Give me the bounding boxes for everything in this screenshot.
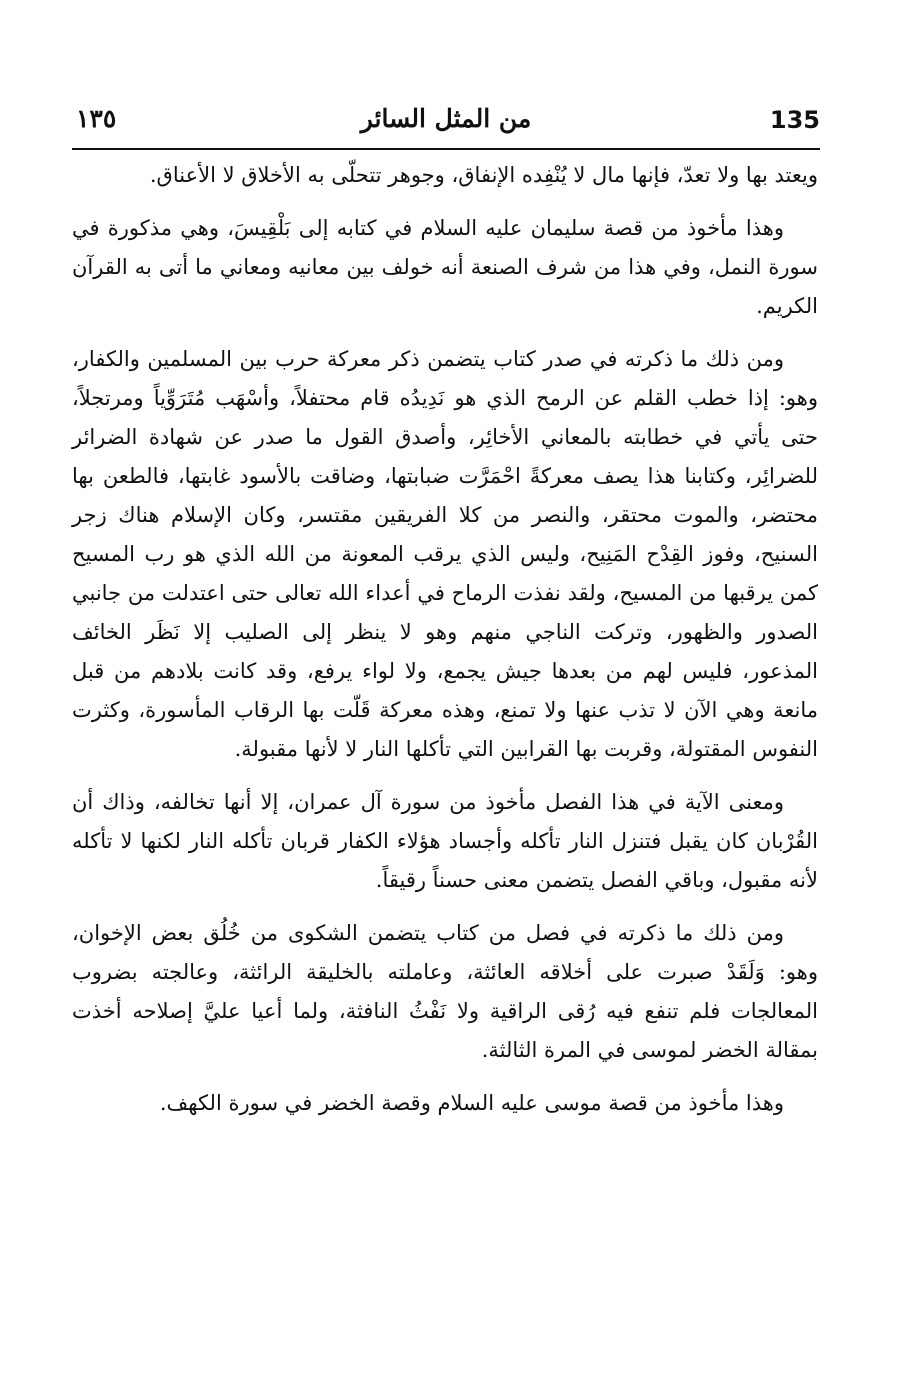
- paragraph: ومن ذلك ما ذكرته في صدر كتاب يتضمن ذكر معركة حرب بين المسلمين والكفار، وهو: إذا خطب القلم عن الرمح الذي هو نَدِيدُه قام محتفلاً، وأسْهَب مُتَرَوِّياً ومرتجلاً، حتى يأتي في خطابته بالمعاني الأخائِر، وأصدق القول ما صدر عن شهادة الضرائر للضرائِر، وكتابنا هذا يصف معركةً احْمَرَّت ضبابتها، وضاقت بالأسود غابتها، فالطعن بها محتضر، والموت محتقر، والنصر من كلا الفريقين مقتسر، وكان الإسلام هناك زجر السنيح، وفوز القِدْح المَنِيح، وليس الذي يرقب المعونة من الله الذي هو رب المسيح كمن يرقبها من المسيح، ولقد نفذت الرماح في أعداء الله تعالى حتى اعتدلت من جانبي الصدور والظهور، وتركت الناجي منهم وهو لا ينظر إلى الصليب إلا نَظَر الخائف المذعور، فليس لهم من بعدها جيش يجمع، ولا لواء يرفع، وقد كانت بلادهم من قبل مانعة وهي الآن لا تذب عنها ولا تمنع، وهذه معركة قَلّت بها الرقاب المأسورة، وكثرت النفوس المقتولة، وقربت بها القرابين التي تأكلها النار لا لأنها مقبولة.: [72, 347, 818, 761]
- paragraph: ويعتد بها ولا تعدّ، فإنها مال لا يُنْفِده الإنفاق، وجوهر تتحلّى به الأخلاق لا الأعناق.: [149, 163, 818, 187]
- page-number-arabic: ١٣٥: [76, 104, 117, 133]
- paragraph: وهذا مأخوذ من قصة موسى عليه السلام وقصة الخضر في سورة الكهف.: [159, 1091, 784, 1115]
- header-divider: [72, 148, 820, 150]
- running-title: من المثل السائر: [360, 104, 532, 133]
- paragraph: ومعنى الآية في هذا الفصل مأخوذ من سورة آل عمران، إلا أنها تخالفه، وذاك أن القُرْبان كان يقبل فتنزل النار تأكله وأجساد هؤلاء الكفار قربان تأكله النار لكنها لا تأكله لأنه مقبول، وباقي الفصل يتضمن معنى حسناً رقيقاً.: [72, 790, 818, 892]
- page-header: [72, 100, 820, 144]
- paragraph: وهذا مأخوذ من قصة سليمان عليه السلام في كتابه إلى بَلْقِيسَ، وهي مذكورة في سورة النمل، وفي هذا من شرف الصنعة أنه خولف بين معانيه ومعاني ما أتى به القرآن الكريم.: [72, 216, 818, 318]
- paragraph: ومن ذلك ما ذكرته في فصل من كتاب يتضمن الشكوى من خُلُق بعض الإخوان، وهو: وَلَقَدْ صبرت على أخلاقه العائثة، وعاملته بالخليقة الرائثة، وعالجته بضروب المعالجات فلم تنفع فيه رُقى الراقية ولا نَفْثُ النافثة، ولما أعيا عليَّ إصلاحه أخذت بمقالة الخضر لموسى في المرة الثالثة.: [72, 921, 818, 1062]
- page-number-latin: 135: [769, 106, 820, 134]
- page-body: [72, 156, 818, 1137]
